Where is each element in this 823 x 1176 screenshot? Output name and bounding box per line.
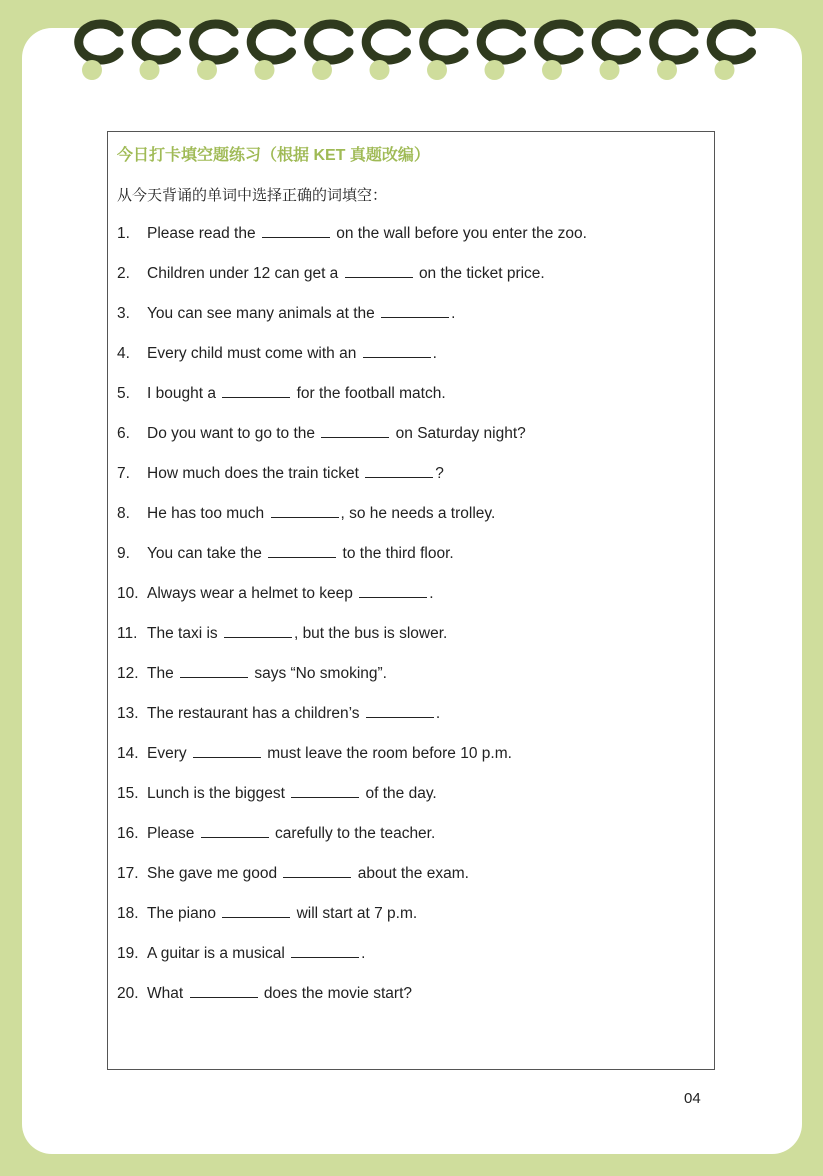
answer-blank[interactable] (271, 503, 339, 518)
question-number: 2. (117, 265, 130, 282)
question-item (117, 303, 707, 343)
binding-hole (542, 60, 562, 80)
answer-blank[interactable] (180, 663, 248, 678)
question-text-after: . (361, 945, 366, 962)
question-text-before: I bought a (147, 385, 216, 402)
spiral-binding (0, 0, 823, 90)
question-text-after: must leave the room before 10 p.m. (267, 745, 512, 762)
binding-ring (711, 24, 751, 60)
answer-blank[interactable] (268, 543, 336, 558)
question-text-after: . (435, 705, 441, 722)
question-item (117, 343, 707, 383)
question-item (117, 823, 707, 863)
question-number: 1. (117, 225, 130, 242)
question-text-before: Children under 12 can get a (147, 265, 339, 282)
binding-ring (136, 24, 176, 60)
binding-ring (309, 24, 349, 60)
question-text-after: . (432, 345, 437, 362)
binding-hole (485, 60, 505, 80)
question-text-before: Every child must come with an (147, 345, 357, 362)
question-number: 4. (117, 345, 130, 362)
question-number: 19. (117, 945, 139, 962)
question-item (117, 503, 707, 543)
question-text-before: Please (147, 825, 195, 842)
page-number: 04 (684, 1090, 701, 1107)
binding-hole (427, 60, 447, 80)
question-number: 10. (117, 585, 139, 602)
question-text-before: He has too much (147, 505, 265, 522)
question-item (117, 783, 707, 823)
question-number: 11. (117, 625, 138, 642)
question-number: 5. (117, 385, 130, 402)
question-text-before: Lunch is the biggest (147, 785, 285, 802)
question-number: 3. (117, 305, 130, 322)
question-item (117, 743, 707, 783)
worksheet-title: 今日打卡填空题练习（根据 KET 真题改编） (117, 147, 430, 164)
question-number: 20. (117, 985, 139, 1002)
question-number: 9. (117, 545, 130, 562)
question-item (117, 863, 707, 903)
question-item (117, 663, 707, 703)
question-text-before: How much does the train ticket (147, 465, 359, 482)
question-text-before: A guitar is a musical (147, 945, 285, 962)
answer-blank[interactable] (201, 823, 269, 838)
binding-ring (79, 24, 119, 60)
question-text-after: , but the bus is slower. (293, 625, 448, 642)
binding-ring (596, 24, 636, 60)
question-text-after: on the ticket price. (418, 265, 545, 282)
question-number: 14. (117, 745, 139, 762)
question-text-after: ? (435, 465, 444, 482)
question-text-before: The restaurant has a children’s (147, 705, 360, 722)
question-text-before: She gave me good (147, 865, 278, 882)
answer-blank[interactable] (262, 223, 330, 238)
question-text-after: carefully to the teacher. (275, 825, 436, 842)
question-number: 17. (117, 865, 139, 882)
answer-blank[interactable] (291, 783, 359, 798)
question-text-after: on Saturday night? (395, 425, 526, 442)
question-number: 16. (117, 825, 139, 842)
question-text-after: . (429, 585, 434, 602)
answer-blank[interactable] (222, 903, 290, 918)
answer-blank[interactable] (190, 983, 258, 998)
question-text-before: Every (147, 745, 187, 762)
question-item (117, 543, 707, 583)
binding-hole (715, 60, 735, 80)
answer-blank[interactable] (345, 263, 413, 278)
binding-ring (654, 24, 694, 60)
question-number: 18. (117, 905, 139, 922)
question-text-before: What (147, 985, 184, 1002)
question-text-before: The taxi is (147, 625, 218, 642)
answer-blank[interactable] (363, 343, 431, 358)
question-text-before: Do you want to go to the (147, 425, 316, 442)
binding-ring (539, 24, 579, 60)
answer-blank[interactable] (224, 623, 292, 638)
binding-hole (197, 60, 217, 80)
instruction-text: 从今天背诵的单词中选择正确的词填空： (117, 187, 388, 204)
binding-ring (194, 24, 234, 60)
question-item (117, 583, 707, 623)
answer-blank[interactable] (222, 383, 290, 398)
answer-blank[interactable] (359, 583, 427, 598)
binding-hole (312, 60, 332, 80)
question-text-before: You can see many animals at the (147, 305, 375, 322)
answer-blank[interactable] (283, 863, 351, 878)
binding-hole (82, 60, 102, 80)
binding-hole (255, 60, 275, 80)
question-item (117, 383, 707, 423)
question-text-after: , so he needs a trolley. (340, 505, 496, 522)
binding-ring (481, 24, 521, 60)
question-number: 15. (117, 785, 139, 802)
question-text-after: will start at 7 p.m. (296, 905, 418, 922)
answer-blank[interactable] (291, 943, 359, 958)
question-text-after: does the movie start? (263, 985, 413, 1002)
binding-hole (140, 60, 160, 80)
question-list (117, 223, 707, 1023)
question-item (117, 943, 707, 983)
answer-blank[interactable] (193, 743, 261, 758)
question-text-before: The (147, 665, 174, 682)
question-number: 13. (117, 705, 139, 722)
question-number: 6. (117, 425, 130, 442)
question-text-before: Please read the (147, 225, 256, 242)
answer-blank[interactable] (366, 703, 434, 718)
binding-ring (251, 24, 291, 60)
question-item (117, 423, 707, 463)
question-text-after: to the third floor. (342, 545, 454, 562)
question-item (117, 623, 707, 663)
binding-ring (366, 24, 406, 60)
question-text-after: on the wall before you enter the zoo. (336, 225, 587, 242)
question-item (117, 223, 707, 263)
question-item (117, 263, 707, 303)
binding-hole (657, 60, 677, 80)
answer-blank[interactable] (381, 303, 449, 318)
question-item (117, 903, 707, 943)
question-text-before: Always wear a helmet to keep (147, 585, 353, 602)
question-text-after: about the exam. (357, 865, 469, 882)
question-item (117, 983, 707, 1023)
question-text-after: says “No smoking”. (254, 665, 387, 682)
question-number: 7. (117, 465, 130, 482)
question-text-before: You can take the (147, 545, 262, 562)
question-number: 8. (117, 505, 130, 522)
question-text-after: . (451, 305, 456, 322)
answer-blank[interactable] (321, 423, 389, 438)
binding-ring (424, 24, 464, 60)
question-text-before: The piano (147, 905, 216, 922)
binding-hole (600, 60, 620, 80)
question-item (117, 703, 707, 743)
binding-hole (370, 60, 390, 80)
question-text-after: for the football match. (296, 385, 446, 402)
question-text-after: of the day. (365, 785, 437, 802)
answer-blank[interactable] (365, 463, 433, 478)
question-number: 12. (117, 665, 139, 682)
question-item (117, 463, 707, 503)
